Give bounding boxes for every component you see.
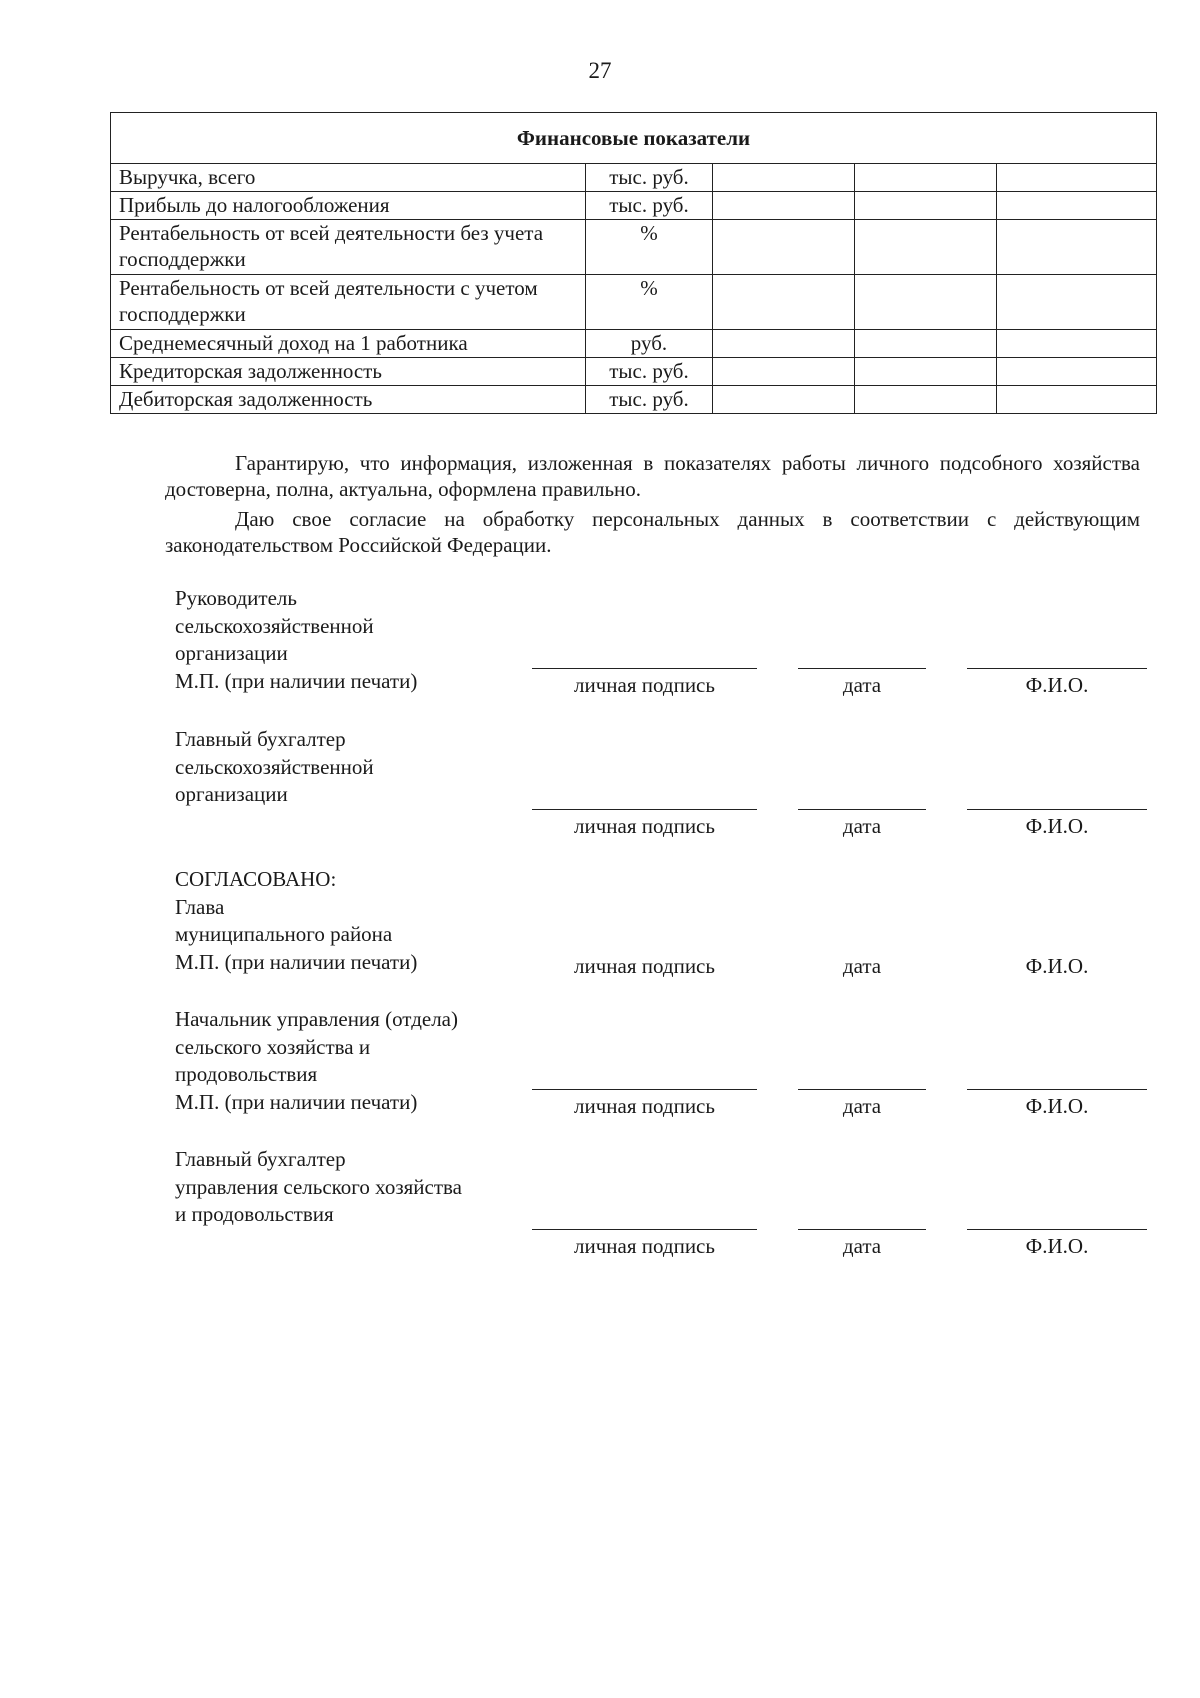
table-row xyxy=(111,275,1157,330)
row-unit: тыс. руб. xyxy=(586,386,713,414)
name-caption: Ф.И.О. xyxy=(1025,954,1089,978)
name-line[interactable] xyxy=(967,1229,1147,1230)
table-row xyxy=(111,164,1157,192)
row-unit: руб. xyxy=(586,330,713,358)
table-row xyxy=(111,220,1157,275)
value-cell[interactable] xyxy=(997,192,1157,220)
date-line[interactable] xyxy=(798,668,926,669)
signature-line[interactable] xyxy=(532,809,757,810)
signatory-label: Руководитель сельскохозяйственной организации М.П. (при наличии печати) xyxy=(175,586,418,693)
row-label: Прибыль до налогообложения xyxy=(111,192,586,220)
signature-line[interactable] xyxy=(532,668,757,669)
signature-caption: личная подпись xyxy=(574,1094,715,1118)
value-cell[interactable] xyxy=(713,330,855,358)
value-cell[interactable] xyxy=(997,386,1157,414)
signature-line[interactable] xyxy=(532,1089,757,1090)
signature-caption: личная подпись xyxy=(574,1234,715,1258)
value-cell[interactable] xyxy=(855,386,997,414)
value-cell[interactable] xyxy=(997,330,1157,358)
row-unit: тыс. руб. xyxy=(586,192,713,220)
value-cell[interactable] xyxy=(713,275,855,330)
name-caption: Ф.И.О. xyxy=(1025,1094,1089,1118)
date-caption: дата xyxy=(842,1234,882,1258)
value-cell[interactable] xyxy=(713,164,855,192)
signature-caption: личная подпись xyxy=(574,814,715,838)
date-caption: дата xyxy=(842,954,882,978)
table-row xyxy=(111,358,1157,386)
name-caption: Ф.И.О. xyxy=(1025,814,1089,838)
value-cell[interactable] xyxy=(855,275,997,330)
date-line[interactable] xyxy=(798,1229,926,1230)
signatory-label: Главный бухгалтер управления сельского хозяйства и продовольствия xyxy=(175,1147,462,1226)
value-cell[interactable] xyxy=(997,220,1157,275)
guarantee-text: Гарантирую, что информация, изложенная в показателях работы личного подсобного хозяйства достоверна, полна, актуальна, оформлена правильно. xyxy=(165,451,1140,501)
row-label: Рентабельность от всей деятельности без учета господдержки xyxy=(111,220,586,275)
signatory-label: Начальник управления (отдела) сельского хозяйства и продовольствия М.П. (при наличии печати) xyxy=(175,1007,458,1114)
row-label: Кредиторская задолженность xyxy=(111,358,586,386)
date-caption: дата xyxy=(842,814,882,838)
row-label: Дебиторская задолженность xyxy=(111,386,586,414)
table-row xyxy=(111,330,1157,358)
value-cell[interactable] xyxy=(997,275,1157,330)
value-cell[interactable] xyxy=(855,220,997,275)
date-line[interactable] xyxy=(798,1089,926,1090)
row-label: Среднемесячный доход на 1 работника xyxy=(111,330,586,358)
table-row xyxy=(111,192,1157,220)
consent-paragraph xyxy=(165,506,1140,558)
table-row xyxy=(111,386,1157,414)
consent-text: Даю свое согласие на обработку персональных данных в соответствии с действующим законодательством Российской Федерации. xyxy=(165,507,1140,557)
name-line[interactable] xyxy=(967,668,1147,669)
value-cell[interactable] xyxy=(855,164,997,192)
value-cell[interactable] xyxy=(855,358,997,386)
signature-line[interactable] xyxy=(532,1229,757,1230)
row-label: Выручка, всего xyxy=(111,164,586,192)
row-unit: тыс. руб. xyxy=(586,358,713,386)
date-caption: дата xyxy=(842,673,882,697)
page-number: 27 xyxy=(588,58,612,83)
value-cell[interactable] xyxy=(713,386,855,414)
value-cell[interactable] xyxy=(713,220,855,275)
table-header: Финансовые показатели xyxy=(111,113,1157,164)
row-unit: % xyxy=(586,275,713,330)
value-cell[interactable] xyxy=(855,330,997,358)
guarantee-paragraph xyxy=(165,450,1140,502)
value-cell[interactable] xyxy=(997,358,1157,386)
signatory-label: СОГЛАСОВАНО: Глава муниципального района М.П. (при наличии печати) xyxy=(175,867,418,974)
name-line[interactable] xyxy=(967,1089,1147,1090)
value-cell[interactable] xyxy=(713,192,855,220)
value-cell[interactable] xyxy=(855,192,997,220)
row-unit: тыс. руб. xyxy=(586,164,713,192)
row-unit: % xyxy=(586,220,713,275)
date-caption: дата xyxy=(842,1094,882,1118)
signatory-label: Главный бухгалтер сельскохозяйственной организации xyxy=(175,727,374,806)
signature-caption: личная подпись xyxy=(574,673,715,697)
financial-indicators-table xyxy=(110,112,1157,414)
name-caption: Ф.И.О. xyxy=(1025,1234,1089,1258)
name-line[interactable] xyxy=(967,809,1147,810)
value-cell[interactable] xyxy=(997,164,1157,192)
row-label: Рентабельность от всей деятельности с учетом господдержки xyxy=(111,275,586,330)
date-line[interactable] xyxy=(798,809,926,810)
signature-caption: личная подпись xyxy=(574,954,715,978)
value-cell[interactable] xyxy=(713,358,855,386)
name-caption: Ф.И.О. xyxy=(1025,673,1089,697)
